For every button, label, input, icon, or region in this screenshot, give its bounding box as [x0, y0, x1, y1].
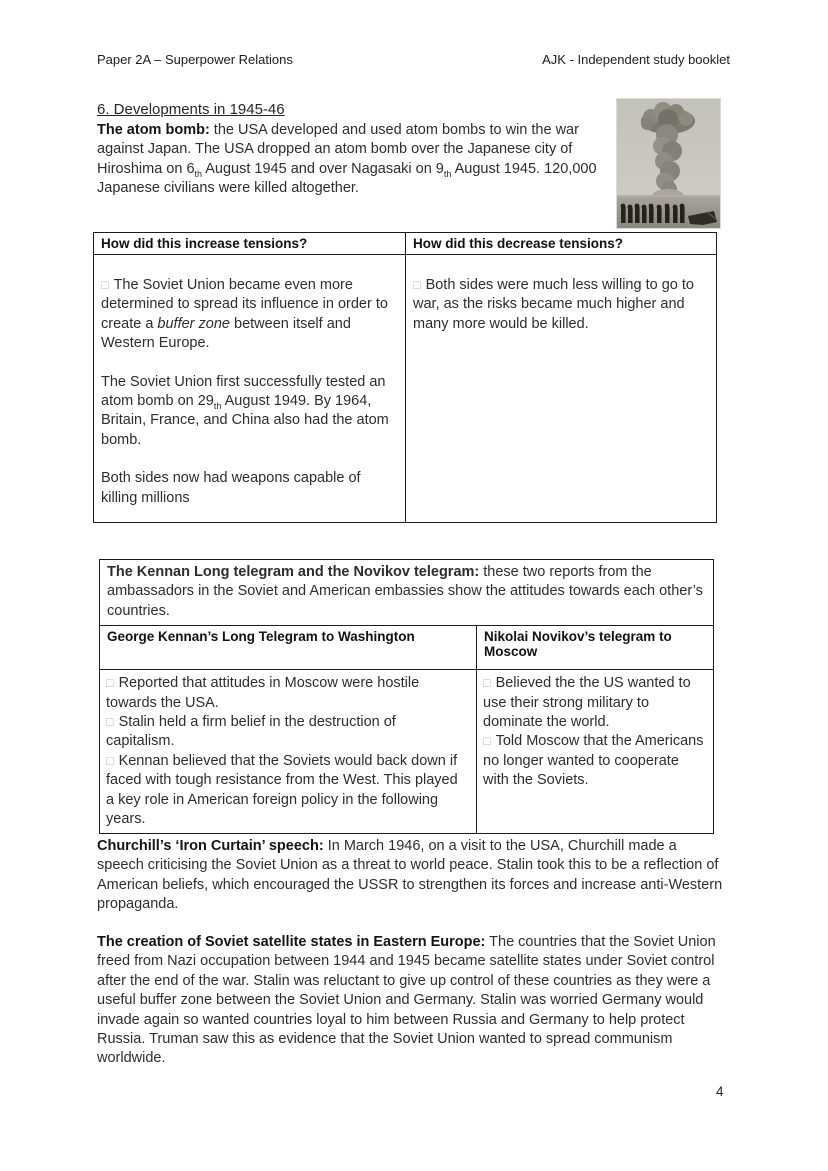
kennan-point-1-text: Reported that attitudes in Moscow were hostile towards the USA.: [106, 675, 420, 711]
kennan-header: George Kennan’s Long Telegram to Washington: [100, 626, 477, 670]
kennan-point-3: [106, 752, 468, 830]
ordinal-suffix: th: [194, 168, 203, 179]
novikov-point-2-text: Told Moscow that the Americans no longer wanted to cooperate with the Soviets.: [483, 733, 704, 789]
increase-point-2-end: August 1949. By 1964, Britain, France, and China also had the atom bomb.: [101, 393, 389, 448]
telegram-intro-lead: The Kennan Long telegram and the Novikov telegram:: [107, 564, 480, 580]
satellite-lead: The creation of Soviet satellite states in Eastern Europe:: [97, 934, 486, 950]
decrease-point-1: [413, 276, 706, 334]
missing-glyph-box-icon: □: [101, 278, 109, 292]
atom-bomb-text-2: August 1945 and over Nagasaki on 9: [202, 160, 444, 177]
churchill-paragraph: [97, 837, 725, 915]
buffer-zone-italic: buffer zone: [157, 315, 230, 332]
ordinal-suffix: th: [213, 400, 222, 411]
atom-bomb-lead: The atom bomb:: [97, 122, 210, 138]
increase-point-1: [101, 276, 395, 354]
atom-bomb-text-3: August 1945. 120,000 Japanese civilians were killed altogether.: [97, 160, 597, 197]
telegram-table: [99, 559, 714, 834]
increase-point-2-text: The Soviet Union first successfully tested an atom bomb on 29: [101, 373, 386, 410]
missing-glyph-box-icon: □: [106, 676, 114, 691]
telegram-intro-cell: [100, 560, 714, 626]
telegram-body-row: [100, 670, 714, 834]
churchill-lead: Churchill’s ‘Iron Curtain’ speech:: [97, 838, 324, 854]
tensions-table-body-row: [94, 255, 717, 523]
kennan-point-2-text: Stalin held a firm belief in the destruction of capitalism.: [106, 714, 396, 750]
tensions-table-header-row: [94, 233, 717, 255]
increase-point-1-text: The Soviet Union became even more determined to spread its influence in order to create a: [101, 277, 388, 332]
kennan-point-2: [106, 713, 468, 752]
kennan-cell: [100, 670, 477, 834]
atom-bomb-test-photo: [617, 99, 720, 228]
running-header: [97, 52, 730, 67]
decrease-point-1-text: Both sides were much less willing to go to war, as the risks became much higher and many more would be killed.: [413, 277, 694, 332]
tensions-decrease-header: How did this decrease tensions?: [406, 233, 717, 255]
tensions-increase-header: How did this increase tensions?: [94, 233, 406, 255]
kennan-point-1: [106, 674, 468, 713]
mushroom-cloud-image: [617, 99, 720, 228]
novikov-point-1: [483, 674, 705, 732]
satellite-text: The countries that the Soviet Union freed from Nazi occupation between 1944 and 1945 became satellite states under Soviet control after the end of the war. Stalin was reluctant to give up control of these countries as they were a useful buffer zone between the Soviet Union and Germany. Stalin was worried Germany would invade again so wanted countries loyal to him between Russia and Germany to help protect Russia. Truman saw this as evidence that the Soviet Union wanted to spread communism worldwide.: [97, 934, 716, 1067]
header-paper-title: Paper 2A – Superpower Relations: [97, 52, 293, 67]
novikov-point-2: [483, 732, 705, 790]
missing-glyph-box-icon: □: [106, 715, 114, 730]
tensions-decrease-cell: [406, 255, 717, 523]
page-number: 4: [716, 1084, 724, 1099]
telegram-header-row: [100, 626, 714, 670]
atom-bomb-paragraph: [97, 121, 602, 199]
novikov-header: Nikolai Novikov’s telegram to Moscow: [477, 626, 714, 670]
tensions-increase-cell: [94, 255, 406, 523]
header-booklet-title: AJK - Independent study booklet: [542, 52, 730, 67]
atom-bomb-text-1: the USA developed and used atom bombs to win the war against Japan. The USA dropped an atom bomb over the Japanese city of Hiroshima on 6: [97, 122, 579, 177]
ordinal-suffix: th: [443, 168, 452, 179]
kennan-point-3-text: Kennan believed that the Soviets would back down if faced with tough resistance from the West. This played a key role in American foreign policy in the following years.: [106, 752, 458, 828]
missing-glyph-box-icon: □: [483, 734, 491, 749]
novikov-cell: [477, 670, 714, 834]
tensions-table: [93, 232, 717, 523]
increase-point-2: [101, 373, 395, 451]
increase-point-1-end: between itself and Western Europe.: [101, 315, 351, 352]
section-heading: 6. Developments in 1945-46: [97, 101, 285, 118]
satellite-states-paragraph: [97, 933, 733, 1069]
novikov-point-1-text: Believed the the US wanted to use their strong military to dominate the world.: [483, 675, 691, 731]
telegram-intro-text: these two reports from the ambassadors in the Soviet and American embassies show the attitudes towards each other’s countries.: [107, 564, 703, 619]
increase-point-3: Both sides now had weapons capable of killing millions: [101, 470, 361, 506]
telegram-intro-row: [100, 560, 714, 626]
churchill-text: In March 1946, on a visit to the USA, Churchill made a speech criticising the Soviet Union as a threat to world peace. Stalin took this to be a reflection of American beliefs, which encouraged the USSR to strengthen its forces and increase anti-Western propaganda.: [97, 838, 723, 913]
missing-glyph-box-icon: □: [413, 278, 421, 292]
missing-glyph-box-icon: □: [483, 676, 491, 691]
missing-glyph-box-icon: □: [106, 753, 114, 768]
